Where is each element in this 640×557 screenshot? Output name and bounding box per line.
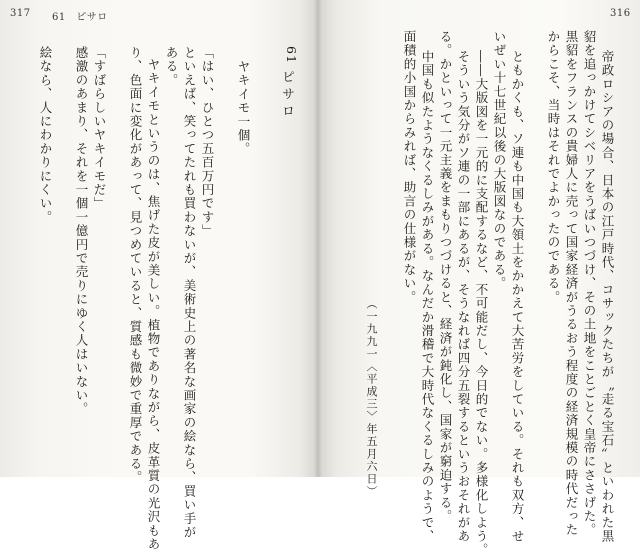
body-line: 絵なら、人にわかりにくい。: [38, 46, 53, 225]
page-number-right: 316: [610, 8, 631, 19]
left-page: [0, 0, 318, 552]
body-line: 「はい、ひとつ五百万円です」: [200, 46, 215, 238]
body-line: ――大版図を一元的に支配するなど、不可能だし、今日的でない。多様化しよう。: [474, 50, 489, 557]
page-number-left: 317: [10, 8, 31, 19]
body-line: り、色面に変化があって、見つめていると、質感も微妙で重厚である。: [128, 46, 143, 485]
body-line: からこそ、当時はそれでよかったのである。: [546, 30, 561, 304]
body-line: 貂を追っかけてシベリアをうばいつづけ、その土地をことごとく皇帝にささげた。: [582, 30, 597, 537]
body-line: といえば、笑ってたれも買わないが、美術史上の著名な画家の絵なら、買い手が: [182, 46, 197, 540]
body-line: 帝政ロシアの場合、日本の江戸時代、コサックたちが〝走る宝石〟といわれた黒: [600, 50, 615, 544]
body-line: 面積的小国からみれば、助言の仕様がない。: [402, 30, 417, 304]
body-line: ある。: [164, 46, 179, 88]
running-head: 61 ピサロ: [52, 12, 108, 23]
body-line: 黒貂をフランスの貴婦人に売って国家経済がうるおう程度の経済規模の時代だった: [564, 30, 579, 537]
body-line: る。かといって一元主義をまもりつづけると、経済が鈍化し、国家が窮迫する。: [438, 30, 453, 524]
chapter-number: 61: [284, 46, 299, 65]
body-line: ヤキイモ一個。: [236, 60, 251, 156]
date-note: （一九九一〈平成三〉年五月六日）: [365, 298, 378, 498]
body-line: ともかくも、ソ連も中国も大領土をかかえて大苦労をしている。それも双方、せ: [510, 50, 525, 544]
body-line: 中国も似たようなくるしみがある。なんだか滑稽で大時代なくるしみのようで、: [420, 50, 435, 544]
chapter-title: ピサロ: [279, 70, 294, 121]
body-line: いぜい十七世紀以後の大版図なのである。: [492, 30, 507, 291]
right-page: [318, 0, 640, 557]
body-line: ヤキイモというのは、焦げた皮が美しい。植物でありながら、皮革質の光沢もあ: [146, 58, 161, 552]
body-line: 「すばらしいヤキイモだ」: [92, 46, 107, 211]
body-line: 感激のあまり、それを一個一億円で売りにゆく人はいない。: [74, 46, 89, 416]
body-line: そういう気分がソ連の一部にあるが、そうなれば四分五裂するというおそれがあ: [456, 50, 471, 544]
